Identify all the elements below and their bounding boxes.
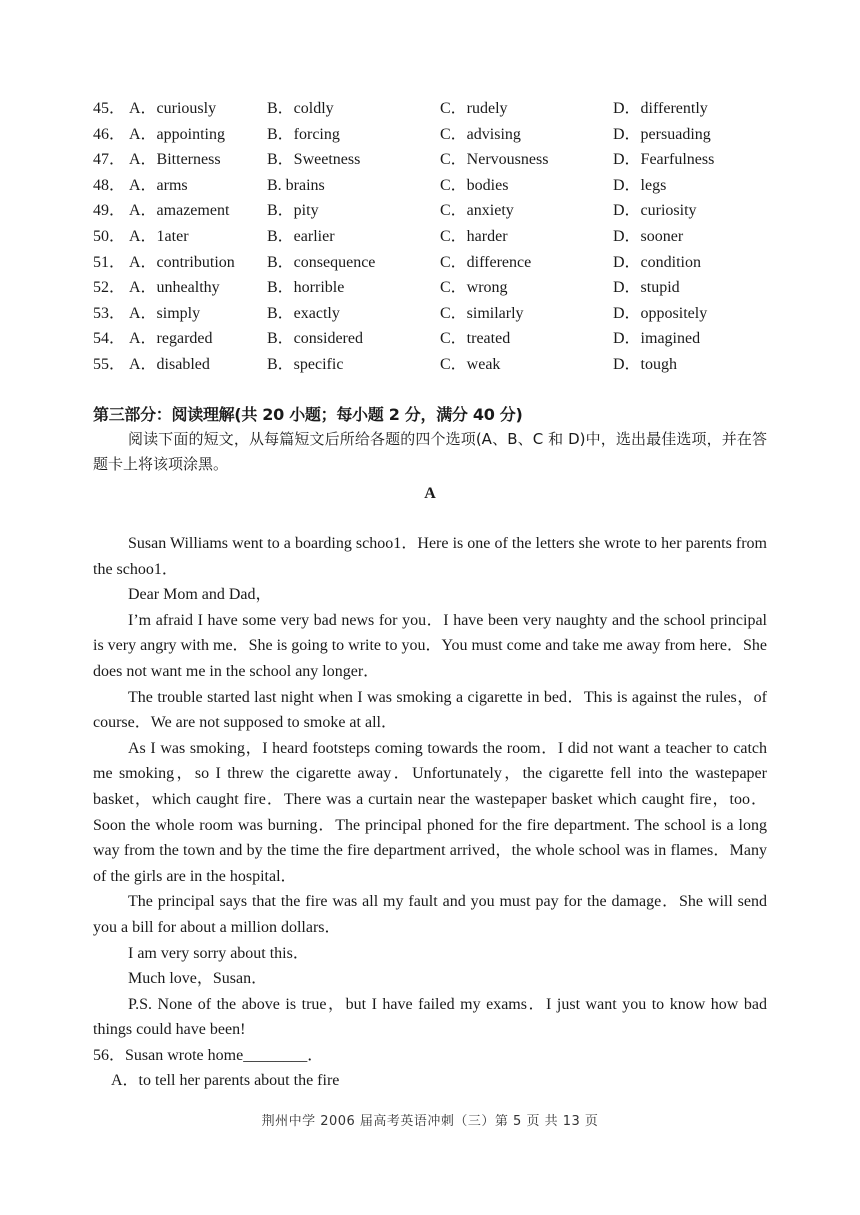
passage-text: [93, 531, 767, 1094]
option-row: [93, 250, 783, 276]
question-number: 47．: [93, 151, 126, 169]
question-number: 49．: [93, 202, 126, 220]
passage-paragraph: P.S. None of the above is true，but I have failed my exams．I just want you to know how bad things could have been!: [93, 995, 767, 1039]
option-d: D．condition: [613, 253, 701, 271]
question-number: 45．: [93, 100, 126, 117]
option-b: B．earlier: [267, 227, 335, 245]
option-c: C．bodies: [440, 176, 509, 194]
option-c: C．difference: [440, 253, 532, 271]
option-c: C．weak: [440, 355, 501, 373]
option-c: C．harder: [440, 227, 508, 245]
passage-paragraph: Susan Williams went to a boarding schoo1．Here is one of the letters she wrote to her parents from the schoo1．: [93, 535, 767, 578]
cloze-options: [93, 96, 783, 378]
option-c: C．treated: [440, 330, 511, 348]
option-a: A．contribution: [129, 253, 235, 271]
option-row: [93, 224, 783, 250]
question-56: 56．Susan wrote home________．: [93, 1046, 324, 1064]
option-b: B. brains: [267, 176, 325, 194]
option-d: D．persuading: [613, 125, 711, 143]
section-instruction: 阅读下面的短文，从每篇短文后所给各题的四个选项(A、B、C 和 D)中，选出最佳选项，并在答题卡上将该项涂黑。: [93, 430, 767, 473]
option-row: [93, 275, 783, 301]
option-a: A．regarded: [129, 330, 213, 348]
option-d: D．curiosity: [613, 202, 697, 220]
question-number: 52．: [93, 279, 126, 297]
option-b: B．pity: [267, 202, 319, 220]
option-a: A．disabled: [129, 355, 210, 373]
question-number: 51．: [93, 253, 126, 271]
passage-paragraph: I am very sorry about this．: [128, 944, 309, 962]
option-row: [93, 122, 783, 148]
option-c: C．similarly: [440, 304, 524, 322]
passage-paragraph: The trouble started last night when I was smoking a cigarette in bed．This is against the rules，of course．We are not supposed to smoke at all．: [93, 688, 767, 732]
option-row: [93, 147, 783, 173]
passage-paragraph: I’m afraid I have some very bad news for you．I have been very naughty and the school principal is very angry with me．She is going to write to you．You must come and take me away from here．She does not want me in the school any longer．: [93, 611, 767, 680]
option-c: C．wrong: [440, 279, 508, 297]
question-number: 50．: [93, 227, 126, 245]
option-c: C．advising: [440, 125, 521, 143]
question-number: 54．: [93, 330, 126, 348]
option-a: A．curiously: [129, 100, 217, 117]
option-b: B．exactly: [267, 304, 340, 322]
option-row: [93, 301, 783, 327]
option-d: D．tough: [613, 355, 678, 373]
question-number: 55．: [93, 355, 126, 373]
passage-paragraph: Dear Mom and Dad，: [128, 586, 272, 604]
option-b: B．Sweetness: [267, 151, 361, 169]
option-d: D．oppositely: [613, 304, 708, 322]
option-a: A．unhealthy: [129, 279, 220, 297]
page-footer: 荆州中学 2006 届高考英语冲刺（三）第 5 页 共 13 页: [261, 1114, 599, 1129]
option-c: C．Nervousness: [440, 151, 549, 169]
option-d: D．imagined: [613, 330, 701, 348]
option-row: [93, 326, 783, 352]
option-d: D．Fearfulness: [613, 151, 715, 169]
option-row: [93, 96, 783, 122]
question-number: 53．: [93, 304, 126, 322]
option-row: [93, 352, 783, 378]
option-row: [93, 173, 783, 199]
option-b: B．considered: [267, 330, 363, 348]
section-title: 第三部分：阅读理解(共 20 小题；每小题 2 分，满分 40 分): [93, 405, 523, 424]
passage-label: A: [424, 485, 436, 502]
option-a: A．arms: [129, 176, 188, 194]
option-d: D．differently: [613, 100, 708, 117]
option-d: D．legs: [613, 176, 667, 194]
option-b: B．horrible: [267, 279, 345, 297]
option-c: C．rudely: [440, 100, 508, 117]
passage-paragraph: Much love，Susan．: [128, 970, 268, 988]
question-number: 46．: [93, 125, 126, 143]
passage-paragraph: The principal says that the fire was all my fault and you must pay for the damage．She will send you a bill for about a million dollars．: [93, 893, 767, 936]
option-b: B．forcing: [267, 125, 340, 143]
option-c: C．anxiety: [440, 202, 514, 220]
option-a: A．Bitterness: [129, 151, 221, 169]
option-a: A．simply: [129, 304, 201, 322]
option-b: B．coldly: [267, 100, 334, 117]
option-d: D．stupid: [613, 279, 680, 297]
question-56-option-a: A．to tell her parents about the fire: [111, 1072, 340, 1090]
option-a: A．appointing: [129, 125, 225, 143]
option-d: D．sooner: [613, 227, 684, 245]
question-number: 48．: [93, 176, 126, 194]
option-a: A．amazement: [129, 202, 230, 220]
option-row: [93, 198, 783, 224]
option-a: A．1ater: [129, 227, 189, 245]
passage-paragraph: As I was smoking，I heard footsteps coming towards the room．I did not want a teacher to catch me smoking，so I threw the cigarette away．Unfortunately，the cigarette fell into the wastepaper basket，which caught fire．There was a curtain near the wastepaper basket which caught fire，too．Soon the whole room was burning．The principal phoned for the fire department. The school is a long way from the town and by the time the fire department arrived，the whole school was in flames．Many of the girls are in the hospital．: [93, 739, 768, 885]
option-b: B．specific: [267, 355, 344, 373]
option-b: B．consequence: [267, 253, 376, 271]
